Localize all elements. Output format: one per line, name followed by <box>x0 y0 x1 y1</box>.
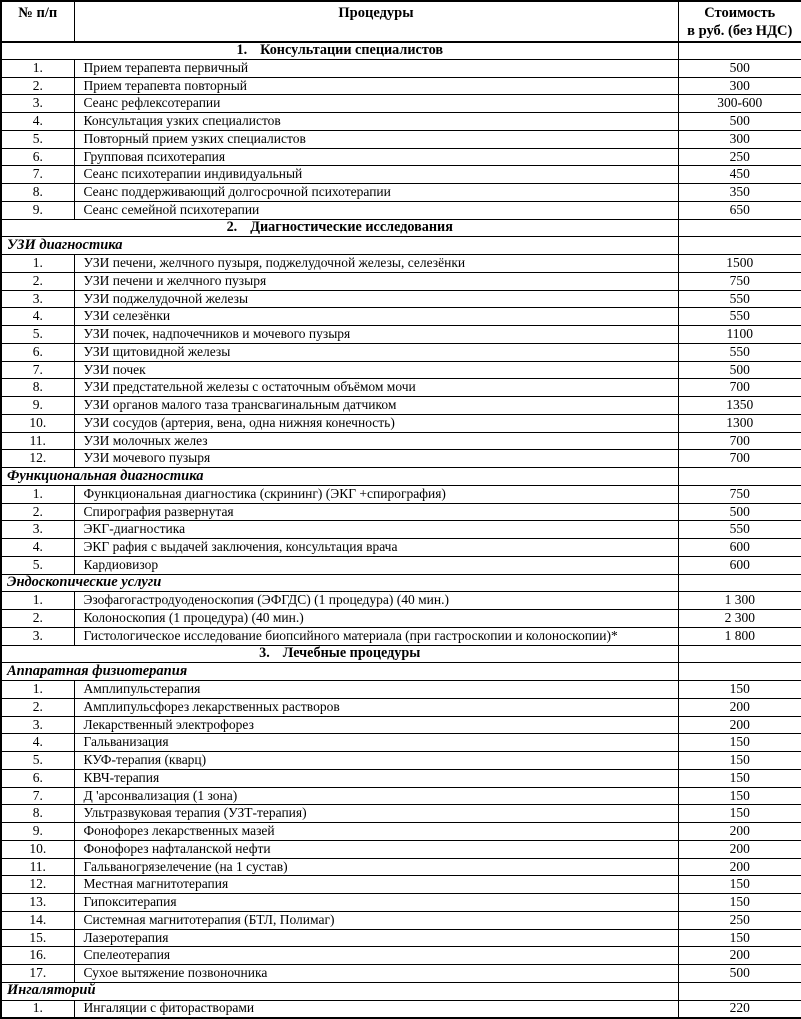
price-cell: 200 <box>678 947 801 965</box>
table-row <box>1 769 801 787</box>
table-row <box>1 113 801 131</box>
table-row <box>1 805 801 823</box>
table-row <box>1 823 801 841</box>
table-row <box>1 876 801 894</box>
price-cell: 700 <box>678 450 801 468</box>
subsection-row <box>1 468 801 486</box>
price-cell: 200 <box>678 858 801 876</box>
subsection-row <box>1 574 801 592</box>
row-number-cell: 16. <box>1 947 74 965</box>
price-cell: 250 <box>678 911 801 929</box>
procedure-cell: УЗИ молочных желез <box>74 432 678 450</box>
price-cell-empty <box>678 663 801 681</box>
price-cell: 750 <box>678 272 801 290</box>
row-number-cell: 5. <box>1 130 74 148</box>
price-cell: 500 <box>678 965 801 983</box>
table-row <box>1 148 801 166</box>
price-cell: 750 <box>678 485 801 503</box>
price-cell: 550 <box>678 290 801 308</box>
row-number-cell: 2. <box>1 610 74 628</box>
procedure-cell: Фонофорез нафталанской нефти <box>74 840 678 858</box>
table-row <box>1 95 801 113</box>
procedure-cell: Фонофорез лекарственных мазей <box>74 823 678 841</box>
price-cell: 1500 <box>678 255 801 273</box>
subsection-header: Аппаратная физиотерапия <box>1 663 678 681</box>
row-number-cell: 1. <box>1 59 74 77</box>
table-row <box>1 556 801 574</box>
procedure-cell: Прием терапевта первичный <box>74 59 678 77</box>
row-number-cell: 4. <box>1 539 74 557</box>
section-header <box>1 42 678 60</box>
subsection-row <box>1 982 801 1000</box>
price-cell: 150 <box>678 929 801 947</box>
price-cell: 150 <box>678 681 801 699</box>
row-number-cell: 9. <box>1 201 74 219</box>
price-cell: 1 300 <box>678 592 801 610</box>
table-row <box>1 627 801 645</box>
price-cell: 150 <box>678 876 801 894</box>
table-row <box>1 485 801 503</box>
procedure-cell: Гистологическое исследование биопсийного материала (при гастроскопии и колоноскопии)* <box>74 627 678 645</box>
section-row <box>1 42 801 60</box>
procedure-cell: Эзофагогастродуоденоскопия (ЭФГДС) (1 процедура) (40 мин.) <box>74 592 678 610</box>
price-cell: 200 <box>678 840 801 858</box>
row-number-cell: 15. <box>1 929 74 947</box>
price-cell: 150 <box>678 805 801 823</box>
price-table-header <box>1 1 801 42</box>
table-row <box>1 716 801 734</box>
table-row <box>1 965 801 983</box>
procedure-cell: Сеанс рефлексотерапии <box>74 95 678 113</box>
price-cell: 500 <box>678 361 801 379</box>
section-title: Лечебные процедуры <box>282 645 421 662</box>
procedure-cell: Прием терапевта повторный <box>74 77 678 95</box>
price-cell: 300-600 <box>678 95 801 113</box>
procedure-cell: Гипокситерапия <box>74 894 678 912</box>
row-number-cell: 10. <box>1 414 74 432</box>
row-number-cell: 5. <box>1 752 74 770</box>
column-header-price-line2: в руб. (без НДС) <box>687 23 793 40</box>
table-row <box>1 752 801 770</box>
price-cell-empty <box>678 645 801 663</box>
table-row <box>1 272 801 290</box>
table-row <box>1 592 801 610</box>
subsection-header: Функциональная диагностика <box>1 468 678 486</box>
row-number-cell: 2. <box>1 698 74 716</box>
table-row <box>1 414 801 432</box>
price-cell-empty <box>678 982 801 1000</box>
procedure-cell: ЭКГ рафия с выдачей заключения, консультация врача <box>74 539 678 557</box>
table-row <box>1 201 801 219</box>
row-number-cell: 9. <box>1 397 74 415</box>
subsection-row <box>1 237 801 255</box>
row-number-cell: 2. <box>1 272 74 290</box>
table-row <box>1 326 801 344</box>
table-row <box>1 521 801 539</box>
row-number-cell: 12. <box>1 450 74 468</box>
table-row <box>1 503 801 521</box>
row-number-cell: 14. <box>1 911 74 929</box>
row-number-cell: 3. <box>1 95 74 113</box>
header-row <box>1 1 801 42</box>
procedure-cell: Сеанс семейной психотерапии <box>74 201 678 219</box>
procedure-cell: УЗИ сосудов (артерия, вена, одна нижняя конечность) <box>74 414 678 432</box>
procedure-cell: Системная магнитотерапия (БТЛ, Полимаг) <box>74 911 678 929</box>
row-number-cell: 11. <box>1 858 74 876</box>
table-row <box>1 379 801 397</box>
price-cell: 2 300 <box>678 610 801 628</box>
procedure-cell: КВЧ-терапия <box>74 769 678 787</box>
section-header <box>1 219 678 237</box>
price-cell: 150 <box>678 787 801 805</box>
price-cell-empty <box>678 237 801 255</box>
row-number-cell: 2. <box>1 503 74 521</box>
price-cell: 200 <box>678 823 801 841</box>
row-number-cell: 1. <box>1 485 74 503</box>
row-number-cell: 6. <box>1 769 74 787</box>
procedure-cell: УЗИ селезёнки <box>74 308 678 326</box>
row-number-cell: 7. <box>1 166 74 184</box>
row-number-cell: 17. <box>1 965 74 983</box>
table-row <box>1 858 801 876</box>
price-cell: 1350 <box>678 397 801 415</box>
row-number-cell: 6. <box>1 148 74 166</box>
procedure-cell: Групповая психотерапия <box>74 148 678 166</box>
price-cell: 550 <box>678 521 801 539</box>
price-cell: 700 <box>678 379 801 397</box>
procedure-cell: Ультразвуковая терапия (УЗТ-терапия) <box>74 805 678 823</box>
section-number: 1. <box>236 41 248 58</box>
table-row <box>1 698 801 716</box>
row-number-cell: 5. <box>1 326 74 344</box>
price-cell: 350 <box>678 184 801 202</box>
price-cell: 1 800 <box>678 627 801 645</box>
section-row <box>1 645 801 663</box>
price-cell-empty <box>678 219 801 237</box>
procedure-cell: Спирография развернутая <box>74 503 678 521</box>
section-number: 3. <box>259 645 270 662</box>
table-row <box>1 361 801 379</box>
table-row <box>1 681 801 699</box>
subsection-header: УЗИ диагностика <box>1 237 678 255</box>
price-cell: 200 <box>678 698 801 716</box>
table-row <box>1 734 801 752</box>
row-number-cell: 2. <box>1 77 74 95</box>
price-cell: 550 <box>678 308 801 326</box>
price-cell: 500 <box>678 503 801 521</box>
procedure-cell: Гальваногрязелечение (на 1 сустав) <box>74 858 678 876</box>
procedure-cell: Сухое вытяжение позвоночника <box>74 965 678 983</box>
procedure-cell: УЗИ предстательной железы с остаточным объёмом мочи <box>74 379 678 397</box>
procedure-cell: Ингаляции с фиторастворами <box>74 1000 678 1018</box>
section-title: Консультации специалистов <box>260 41 444 58</box>
procedure-cell: УЗИ щитовидной железы <box>74 343 678 361</box>
price-cell: 650 <box>678 201 801 219</box>
row-number-cell: 8. <box>1 184 74 202</box>
procedure-cell: Гальванизация <box>74 734 678 752</box>
row-number-cell: 1. <box>1 592 74 610</box>
price-cell: 150 <box>678 734 801 752</box>
price-cell-empty <box>678 42 801 60</box>
table-row <box>1 610 801 628</box>
subsection-header: Эндоскопические услуги <box>1 574 678 592</box>
column-header-price <box>678 1 801 42</box>
row-number-cell: 4. <box>1 308 74 326</box>
price-cell: 150 <box>678 894 801 912</box>
row-number-cell: 12. <box>1 876 74 894</box>
table-row <box>1 397 801 415</box>
procedure-cell: Повторный прием узких специалистов <box>74 130 678 148</box>
table-row <box>1 184 801 202</box>
row-number-cell: 3. <box>1 521 74 539</box>
price-cell: 150 <box>678 752 801 770</box>
procedure-cell: УЗИ печени, желчного пузыря, поджелудочной железы, селезёнки <box>74 255 678 273</box>
procedure-cell: Колоноскопия (1 процедура) (40 мин.) <box>74 610 678 628</box>
table-row <box>1 894 801 912</box>
price-cell: 600 <box>678 539 801 557</box>
column-header-procedure: Процедуры <box>74 1 678 42</box>
table-row <box>1 450 801 468</box>
price-cell: 150 <box>678 769 801 787</box>
table-row <box>1 929 801 947</box>
price-cell: 700 <box>678 432 801 450</box>
table-row <box>1 59 801 77</box>
price-cell-empty <box>678 574 801 592</box>
procedure-cell: Амплипульсфорез лекарственных растворов <box>74 698 678 716</box>
price-cell: 250 <box>678 148 801 166</box>
procedure-cell: Лазеротерапия <box>74 929 678 947</box>
section-row <box>1 219 801 237</box>
table-row <box>1 308 801 326</box>
row-number-cell: 9. <box>1 823 74 841</box>
table-row <box>1 290 801 308</box>
procedure-cell: Сеанс поддерживающий долгосрочной психотерапии <box>74 184 678 202</box>
column-header-number: № п/п <box>1 1 74 42</box>
section-number: 2. <box>226 219 238 236</box>
table-row <box>1 840 801 858</box>
table-row <box>1 911 801 929</box>
table-row <box>1 947 801 965</box>
column-header-price-line1: Стоимость <box>704 5 776 21</box>
price-cell: 450 <box>678 166 801 184</box>
row-number-cell: 3. <box>1 716 74 734</box>
procedure-cell: УЗИ почек, надпочечников и мочевого пузыря <box>74 326 678 344</box>
row-number-cell: 7. <box>1 787 74 805</box>
table-row <box>1 255 801 273</box>
price-cell: 1300 <box>678 414 801 432</box>
row-number-cell: 13. <box>1 894 74 912</box>
price-table-body <box>1 42 801 1018</box>
subsection-header: Ингаляторий <box>1 982 678 1000</box>
price-cell: 1100 <box>678 326 801 344</box>
procedure-cell: КУФ-терапия (кварц) <box>74 752 678 770</box>
row-number-cell: 6. <box>1 343 74 361</box>
section-header <box>1 645 678 663</box>
procedure-cell: Функциональная диагностика (скрининг) (ЭКГ +спирография) <box>74 485 678 503</box>
price-cell: 220 <box>678 1000 801 1018</box>
procedure-cell: УЗИ органов малого таза трансвагинальным датчиком <box>74 397 678 415</box>
row-number-cell: 3. <box>1 290 74 308</box>
price-cell: 300 <box>678 77 801 95</box>
procedure-cell: Консультация узких специалистов <box>74 113 678 131</box>
procedure-cell: ЭКГ-диагностика <box>74 521 678 539</box>
row-number-cell: 1. <box>1 1000 74 1018</box>
table-row <box>1 77 801 95</box>
table-row <box>1 787 801 805</box>
price-cell: 200 <box>678 716 801 734</box>
row-number-cell: 7. <box>1 361 74 379</box>
row-number-cell: 8. <box>1 379 74 397</box>
section-title: Диагностические исследования <box>250 219 453 236</box>
price-cell: 550 <box>678 343 801 361</box>
row-number-cell: 4. <box>1 113 74 131</box>
price-cell-empty <box>678 468 801 486</box>
row-number-cell: 11. <box>1 432 74 450</box>
price-cell: 300 <box>678 130 801 148</box>
table-row <box>1 539 801 557</box>
procedure-cell: УЗИ печени и желчного пузыря <box>74 272 678 290</box>
row-number-cell: 1. <box>1 681 74 699</box>
procedure-cell: УЗИ почек <box>74 361 678 379</box>
table-row <box>1 130 801 148</box>
table-row <box>1 1000 801 1018</box>
row-number-cell: 1. <box>1 255 74 273</box>
row-number-cell: 4. <box>1 734 74 752</box>
price-cell: 500 <box>678 113 801 131</box>
subsection-row <box>1 663 801 681</box>
procedure-cell: Амплипульстерапия <box>74 681 678 699</box>
procedure-cell: УЗИ мочевого пузыря <box>74 450 678 468</box>
procedure-cell: УЗИ поджелудочной железы <box>74 290 678 308</box>
row-number-cell: 8. <box>1 805 74 823</box>
table-row <box>1 166 801 184</box>
procedure-cell: Д 'арсонвализация (1 зона) <box>74 787 678 805</box>
procedure-cell: Сеанс психотерапии индивидуальный <box>74 166 678 184</box>
procedure-cell: Лекарственный электрофорез <box>74 716 678 734</box>
procedure-cell: Местная магнитотерапия <box>74 876 678 894</box>
procedure-cell: Кардиовизор <box>74 556 678 574</box>
table-row <box>1 432 801 450</box>
table-row <box>1 343 801 361</box>
row-number-cell: 3. <box>1 627 74 645</box>
row-number-cell: 10. <box>1 840 74 858</box>
price-cell: 600 <box>678 556 801 574</box>
price-cell: 500 <box>678 59 801 77</box>
procedure-cell: Спелеотерапия <box>74 947 678 965</box>
row-number-cell: 5. <box>1 556 74 574</box>
